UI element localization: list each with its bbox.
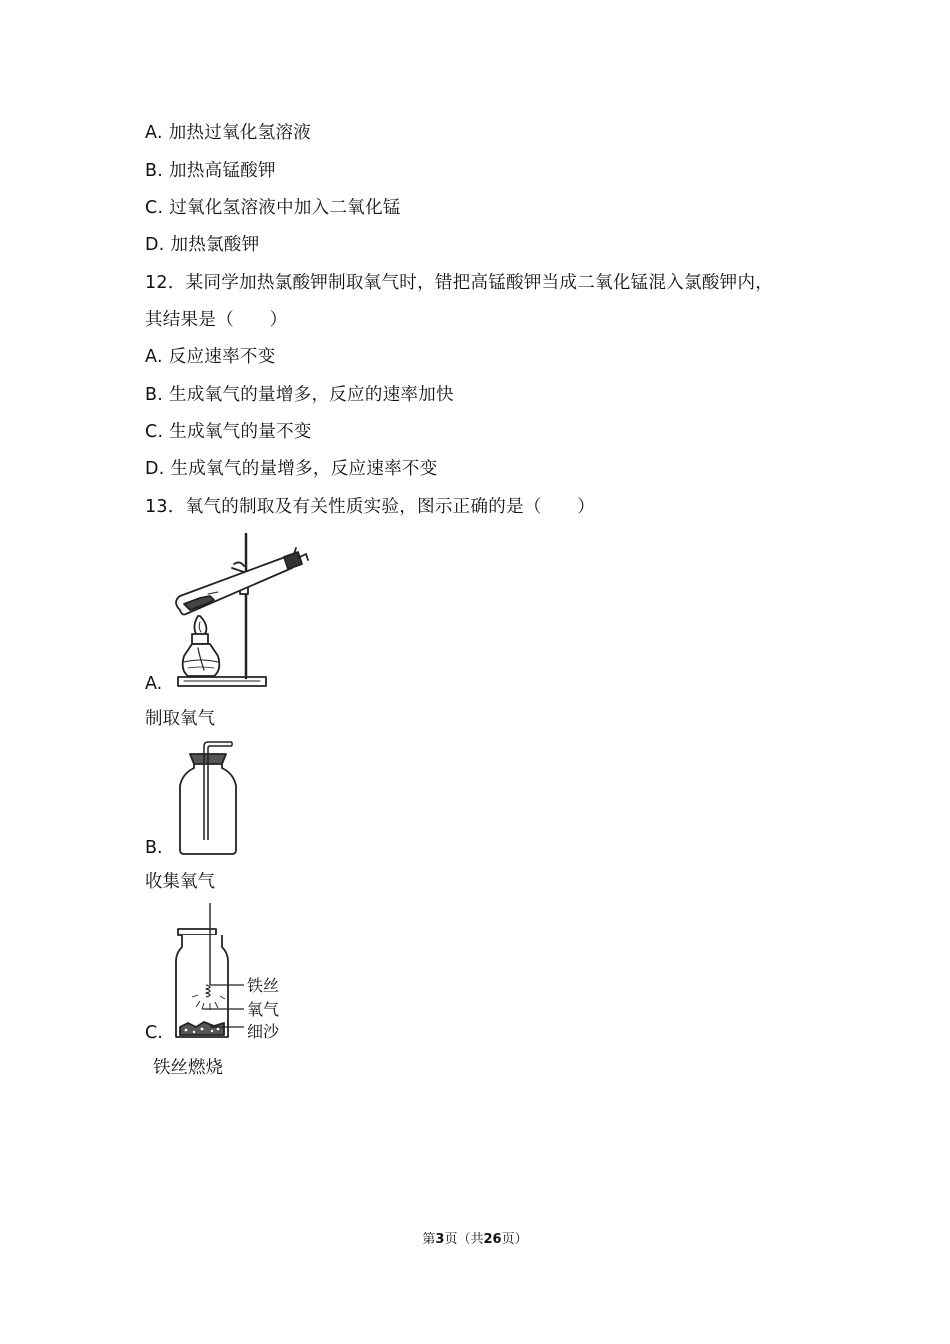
q11-option-d — [145, 234, 260, 256]
option-letter: D. — [145, 459, 165, 479]
option-text: 加热过氧化氢溶液 — [168, 123, 312, 143]
footer-suffix: 页） — [501, 1232, 528, 1247]
figure-b-letter: B. — [145, 838, 163, 858]
figure-a-letter: A. — [145, 674, 163, 694]
q12-option-a — [145, 346, 276, 368]
heating-apparatus-drawing — [170, 530, 315, 692]
figure-c-iron-combustion — [170, 903, 290, 1043]
option-letter: C. — [145, 198, 164, 218]
option-text: 加热氯酸钾 — [170, 235, 260, 255]
figure-c-letter: C. — [145, 1023, 163, 1043]
q12-stem-line1: 12．某同学加热氯酸钾制取氧气时，错把高锰酸钾当成二氧化锰混入氯酸钾内， — [145, 273, 774, 293]
figure-b-caption: 收集氧气 — [145, 872, 215, 892]
option-letter: B. — [145, 161, 164, 181]
option-text: 生成氧气的量增多，反应速率不变 — [170, 459, 438, 479]
footer-mid: 页（共 — [444, 1232, 484, 1247]
option-letter: A. — [145, 123, 163, 143]
q12-stem-line2: 其结果是（ ） — [145, 310, 288, 330]
label-fine-sand: 细沙 — [247, 1022, 280, 1041]
option-text: 反应速率不变 — [168, 347, 276, 367]
figure-c-caption: 铁丝燃烧 — [153, 1058, 223, 1078]
option-text: 过氧化氢溶液中加入二氧化锰 — [169, 198, 401, 218]
option-letter: D. — [145, 235, 165, 255]
iron-combustion-drawing — [170, 903, 290, 1043]
q11-option-c — [145, 197, 401, 219]
q12-option-d — [145, 458, 438, 480]
footer-prefix: 第 — [422, 1232, 436, 1247]
q12-option-c — [145, 421, 312, 443]
option-text: 生成氧气的量增多，反应的速率加快 — [169, 385, 454, 405]
figure-a-caption: 制取氧气 — [145, 709, 215, 729]
option-letter: B. — [145, 385, 164, 405]
label-oxygen: 氧气 — [247, 1000, 280, 1019]
footer-total-pages: 26 — [483, 1232, 502, 1247]
option-letter: A. — [145, 347, 163, 367]
label-iron-wire: 铁丝 — [247, 976, 280, 995]
q11-option-a — [145, 122, 311, 144]
footer-page-number: 3 — [435, 1232, 445, 1247]
page-footer — [0, 1228, 950, 1247]
q13-stem: 13．氧气的制取及有关性质实验，图示正确的是（ ） — [145, 497, 596, 517]
option-text: 生成氧气的量不变 — [169, 422, 312, 442]
option-letter: C. — [145, 422, 164, 442]
option-text: 加热高锰酸钾 — [169, 161, 276, 181]
q12-option-b — [145, 384, 454, 406]
q11-option-b — [145, 160, 276, 182]
gas-bottle-drawing — [172, 740, 242, 858]
figure-a-heating-apparatus — [170, 530, 315, 692]
figure-b-gas-bottle — [172, 740, 242, 858]
